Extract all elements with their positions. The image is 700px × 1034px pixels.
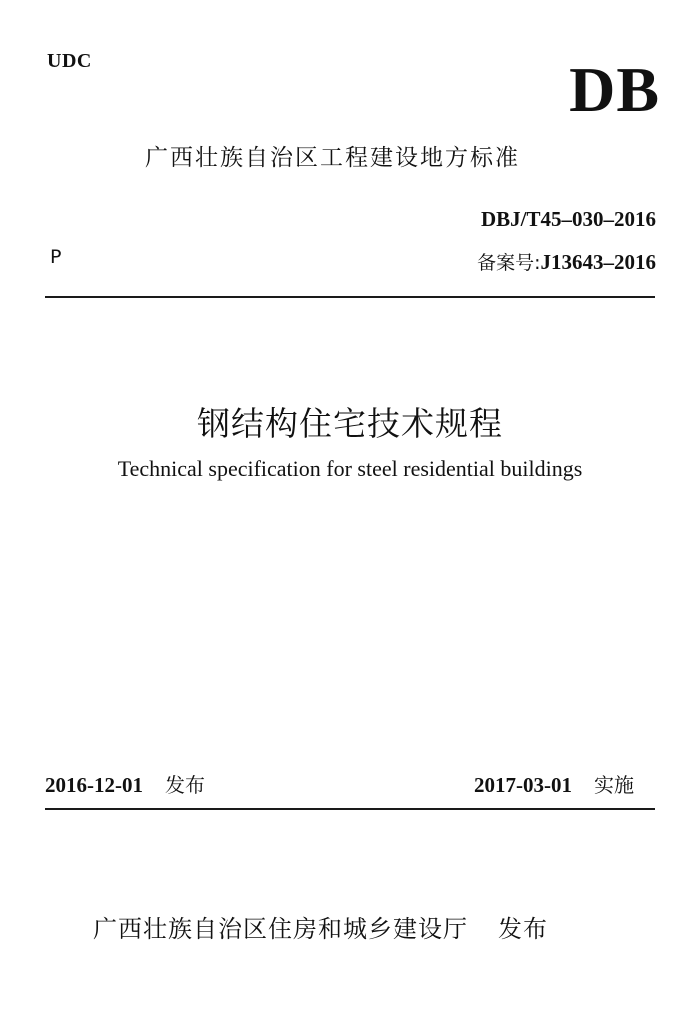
filing-label: 备案号: <box>477 252 541 274</box>
implementation-date: 2017-03-01 <box>474 773 572 797</box>
issue-date-line <box>45 769 205 798</box>
document-title-chinese: 钢结构住宅技术规程 <box>197 404 503 443</box>
document-title-english: Technical specification for steel residential buildings <box>117 456 583 481</box>
udc-label: UDC <box>47 50 92 72</box>
category-label: P <box>50 246 62 268</box>
issue-label: 发布 <box>165 773 205 797</box>
implementation-label: 实施 <box>594 773 634 797</box>
standard-authority: 广西壮族自治区工程建设地方标准 <box>145 145 520 171</box>
bottom-divider <box>45 808 655 810</box>
standard-code: DBJ/T45–030–2016 <box>480 207 656 231</box>
publisher-name: 广西壮族自治区住房和城乡建设厅 <box>93 915 468 943</box>
publisher-line <box>93 909 548 944</box>
implementation-date-line <box>474 769 634 798</box>
top-divider <box>45 296 655 298</box>
db-mark: DB <box>569 54 660 125</box>
filing-number: J13643–2016 <box>540 250 656 274</box>
filing-number-line <box>477 248 656 275</box>
issue-date: 2016-12-01 <box>45 773 143 797</box>
publish-label: 发布 <box>498 915 548 943</box>
